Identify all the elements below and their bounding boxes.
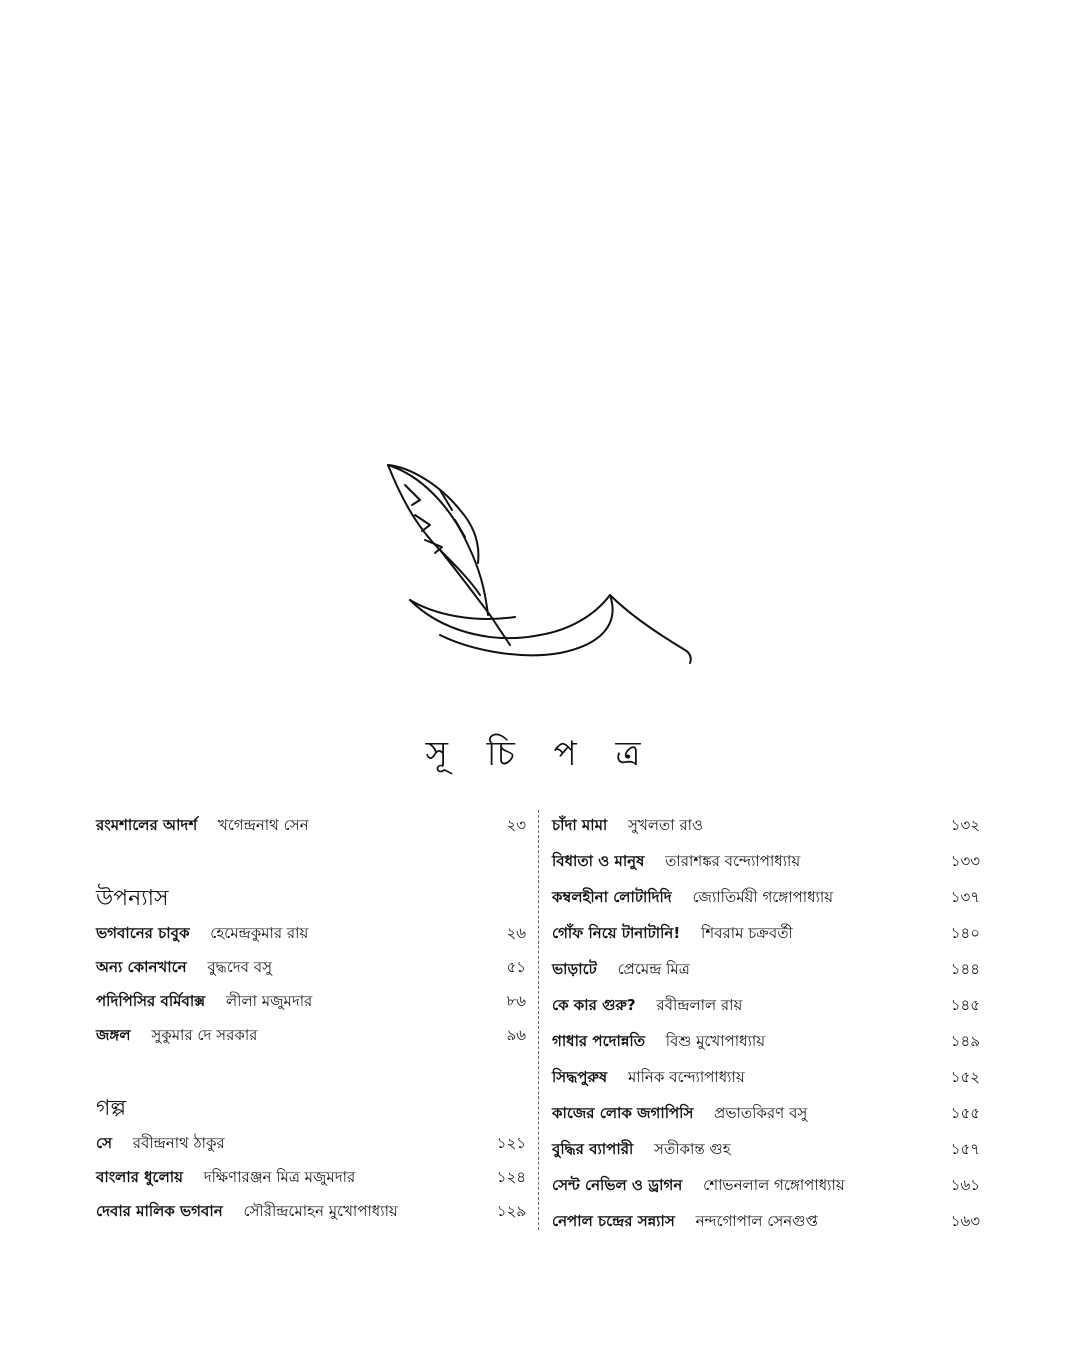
toc-entry[interactable] [552, 884, 980, 920]
toc-entry[interactable] [552, 1028, 980, 1064]
section-heading-novels: উপন্যাস [96, 886, 169, 911]
toc-entry[interactable] [552, 812, 980, 848]
entry-page-number: ১৬৩ [950, 1212, 980, 1230]
entry-page-number: ১২৪ [496, 1168, 526, 1186]
entry-author: বুদ্ধদেব বসু [207, 958, 273, 976]
entry-author: শোভনলাল গঙ্গোপাধ্যায় [703, 1176, 845, 1194]
entry-page-number: ১৫২ [950, 1068, 980, 1086]
entry-author: প্রেমেন্দ্র মিত্র [617, 960, 690, 978]
toc-entry[interactable] [96, 1164, 526, 1198]
entry-page-number: ২৩ [506, 816, 526, 834]
entry-title: সেন্ট নেভিল ও ড্রাগন [552, 1176, 683, 1194]
entry-author: প্রভাতকিরণ বসু [714, 1104, 808, 1122]
entry-author: রবীন্দ্রলাল রায় [656, 996, 743, 1014]
entry-page-number: ১৬১ [950, 1176, 980, 1194]
entry-title: কে কার গুরু? [552, 996, 636, 1014]
entry-author: মানিক বন্দ্যোপাধ্যায় [627, 1068, 745, 1086]
toc-entry[interactable] [96, 1022, 526, 1056]
entry-page-number: ৯৬ [506, 1026, 526, 1044]
entry-title: গাধার পদোন্নতি [552, 1032, 645, 1050]
entry-author: সুকুমার দে সরকার [151, 1026, 258, 1044]
entry-author: রবীন্দ্রনাথ ঠাকুর [132, 1134, 225, 1152]
entry-title: ভগবানের চাবুক [96, 924, 190, 942]
entry-author: নন্দগোপাল সেনগুপ্ত [695, 1212, 818, 1230]
entry-page-number: ১৪০ [950, 924, 980, 942]
entry-title: জঙ্গল [96, 1026, 131, 1044]
toc-entry[interactable] [552, 956, 980, 992]
quill-pen-illustration [380, 455, 710, 675]
entry-title: অন্য কোনখানে [96, 958, 187, 976]
section-heading-stories: গল্প [96, 1096, 127, 1121]
entry-title: কাজের লোক জগাপিসি [552, 1104, 694, 1122]
entry-page-number: ১৪৫ [950, 996, 980, 1014]
entry-page-number: ১৩২ [950, 816, 980, 834]
toc-entry[interactable] [552, 1172, 980, 1208]
entry-page-number: ১২৯ [496, 1202, 526, 1220]
entry-author: সুখলতা রাও [628, 816, 703, 834]
toc-entry[interactable] [552, 848, 980, 884]
entry-title: সিদ্ধপুরুষ [552, 1068, 608, 1086]
entry-author: সৌরীন্দ্রমোহন মুখোপাধ্যায় [243, 1202, 398, 1220]
entry-author: খগেন্দ্রনাথ সেন [217, 816, 309, 834]
entry-author: সতীকান্ত গুহ [654, 1140, 731, 1158]
entry-author: জ্যোতির্ময়ী গঙ্গোপাধ্যায় [692, 888, 834, 906]
toc-entry[interactable] [96, 1198, 526, 1232]
toc-entry[interactable] [552, 1100, 980, 1136]
entry-author: বিশু মুখোপাধ্যায় [665, 1032, 766, 1050]
toc-entry[interactable] [96, 954, 526, 988]
entry-title: গোঁফ নিয়ে টানাটানি! [552, 924, 681, 942]
entry-title: পদিপিসির বর্মিবাক্স [96, 992, 206, 1010]
entry-title: রংমশালের আদর্শ [96, 816, 198, 834]
entry-page-number: ১২১ [496, 1134, 526, 1152]
page-title: সূ চি প ত্র [425, 734, 655, 774]
toc-entry[interactable] [96, 812, 526, 846]
entry-author: দক্ষিণারঞ্জন মিত্র মজুমদার [203, 1168, 356, 1186]
entry-title: বিধাতা ও মানুষ [552, 852, 645, 870]
entry-author: শিবরাম চক্রবর্তী [701, 924, 793, 942]
entry-page-number: ১৪৯ [950, 1032, 980, 1050]
toc-entry[interactable] [552, 1064, 980, 1100]
entry-page-number: ১৩৩ [950, 852, 980, 870]
entry-author: লীলা মজুমদার [225, 992, 313, 1010]
toc-entry[interactable] [552, 992, 980, 1028]
entry-title: বুদ্ধির ব্যাপারী [552, 1140, 634, 1158]
entry-page-number: ১৩৭ [950, 888, 980, 906]
toc-entry[interactable] [96, 920, 526, 954]
entry-page-number: ১৪৪ [950, 960, 980, 978]
entry-page-number: ১৫৫ [950, 1104, 980, 1122]
toc-left-column [96, 812, 526, 1232]
toc-entry[interactable] [96, 988, 526, 1022]
entry-page-number: ৮৬ [506, 992, 526, 1010]
entry-title: সে [96, 1134, 112, 1152]
toc-entry[interactable] [552, 920, 980, 956]
entry-page-number: ৫১ [506, 958, 526, 976]
entry-title: দেবার মালিক ভগবান [96, 1202, 223, 1220]
toc-entry[interactable] [96, 1130, 526, 1164]
entry-author: তারাশঙ্কর বন্দ্যোপাধ্যায় [665, 852, 801, 870]
entry-title: চাঁদা মামা [552, 816, 608, 834]
entry-author: হেমেন্দ্রকুমার রায় [210, 924, 309, 942]
toc-entry[interactable] [552, 1208, 980, 1244]
entry-page-number: ২৬ [506, 924, 526, 942]
toc-entry[interactable] [552, 1136, 980, 1172]
entry-title: বাংলার ধুলোয় [96, 1168, 183, 1186]
entry-page-number: ১৫৭ [950, 1140, 980, 1158]
entry-title: নেপাল চন্দ্রের সন্ন্যাস [552, 1212, 675, 1230]
entry-title: ভাড়াটে [552, 960, 597, 978]
column-divider [538, 810, 539, 1230]
entry-title: কম্বলহীনা লোটাদিদি [552, 888, 672, 906]
toc-right-column [552, 812, 980, 1244]
